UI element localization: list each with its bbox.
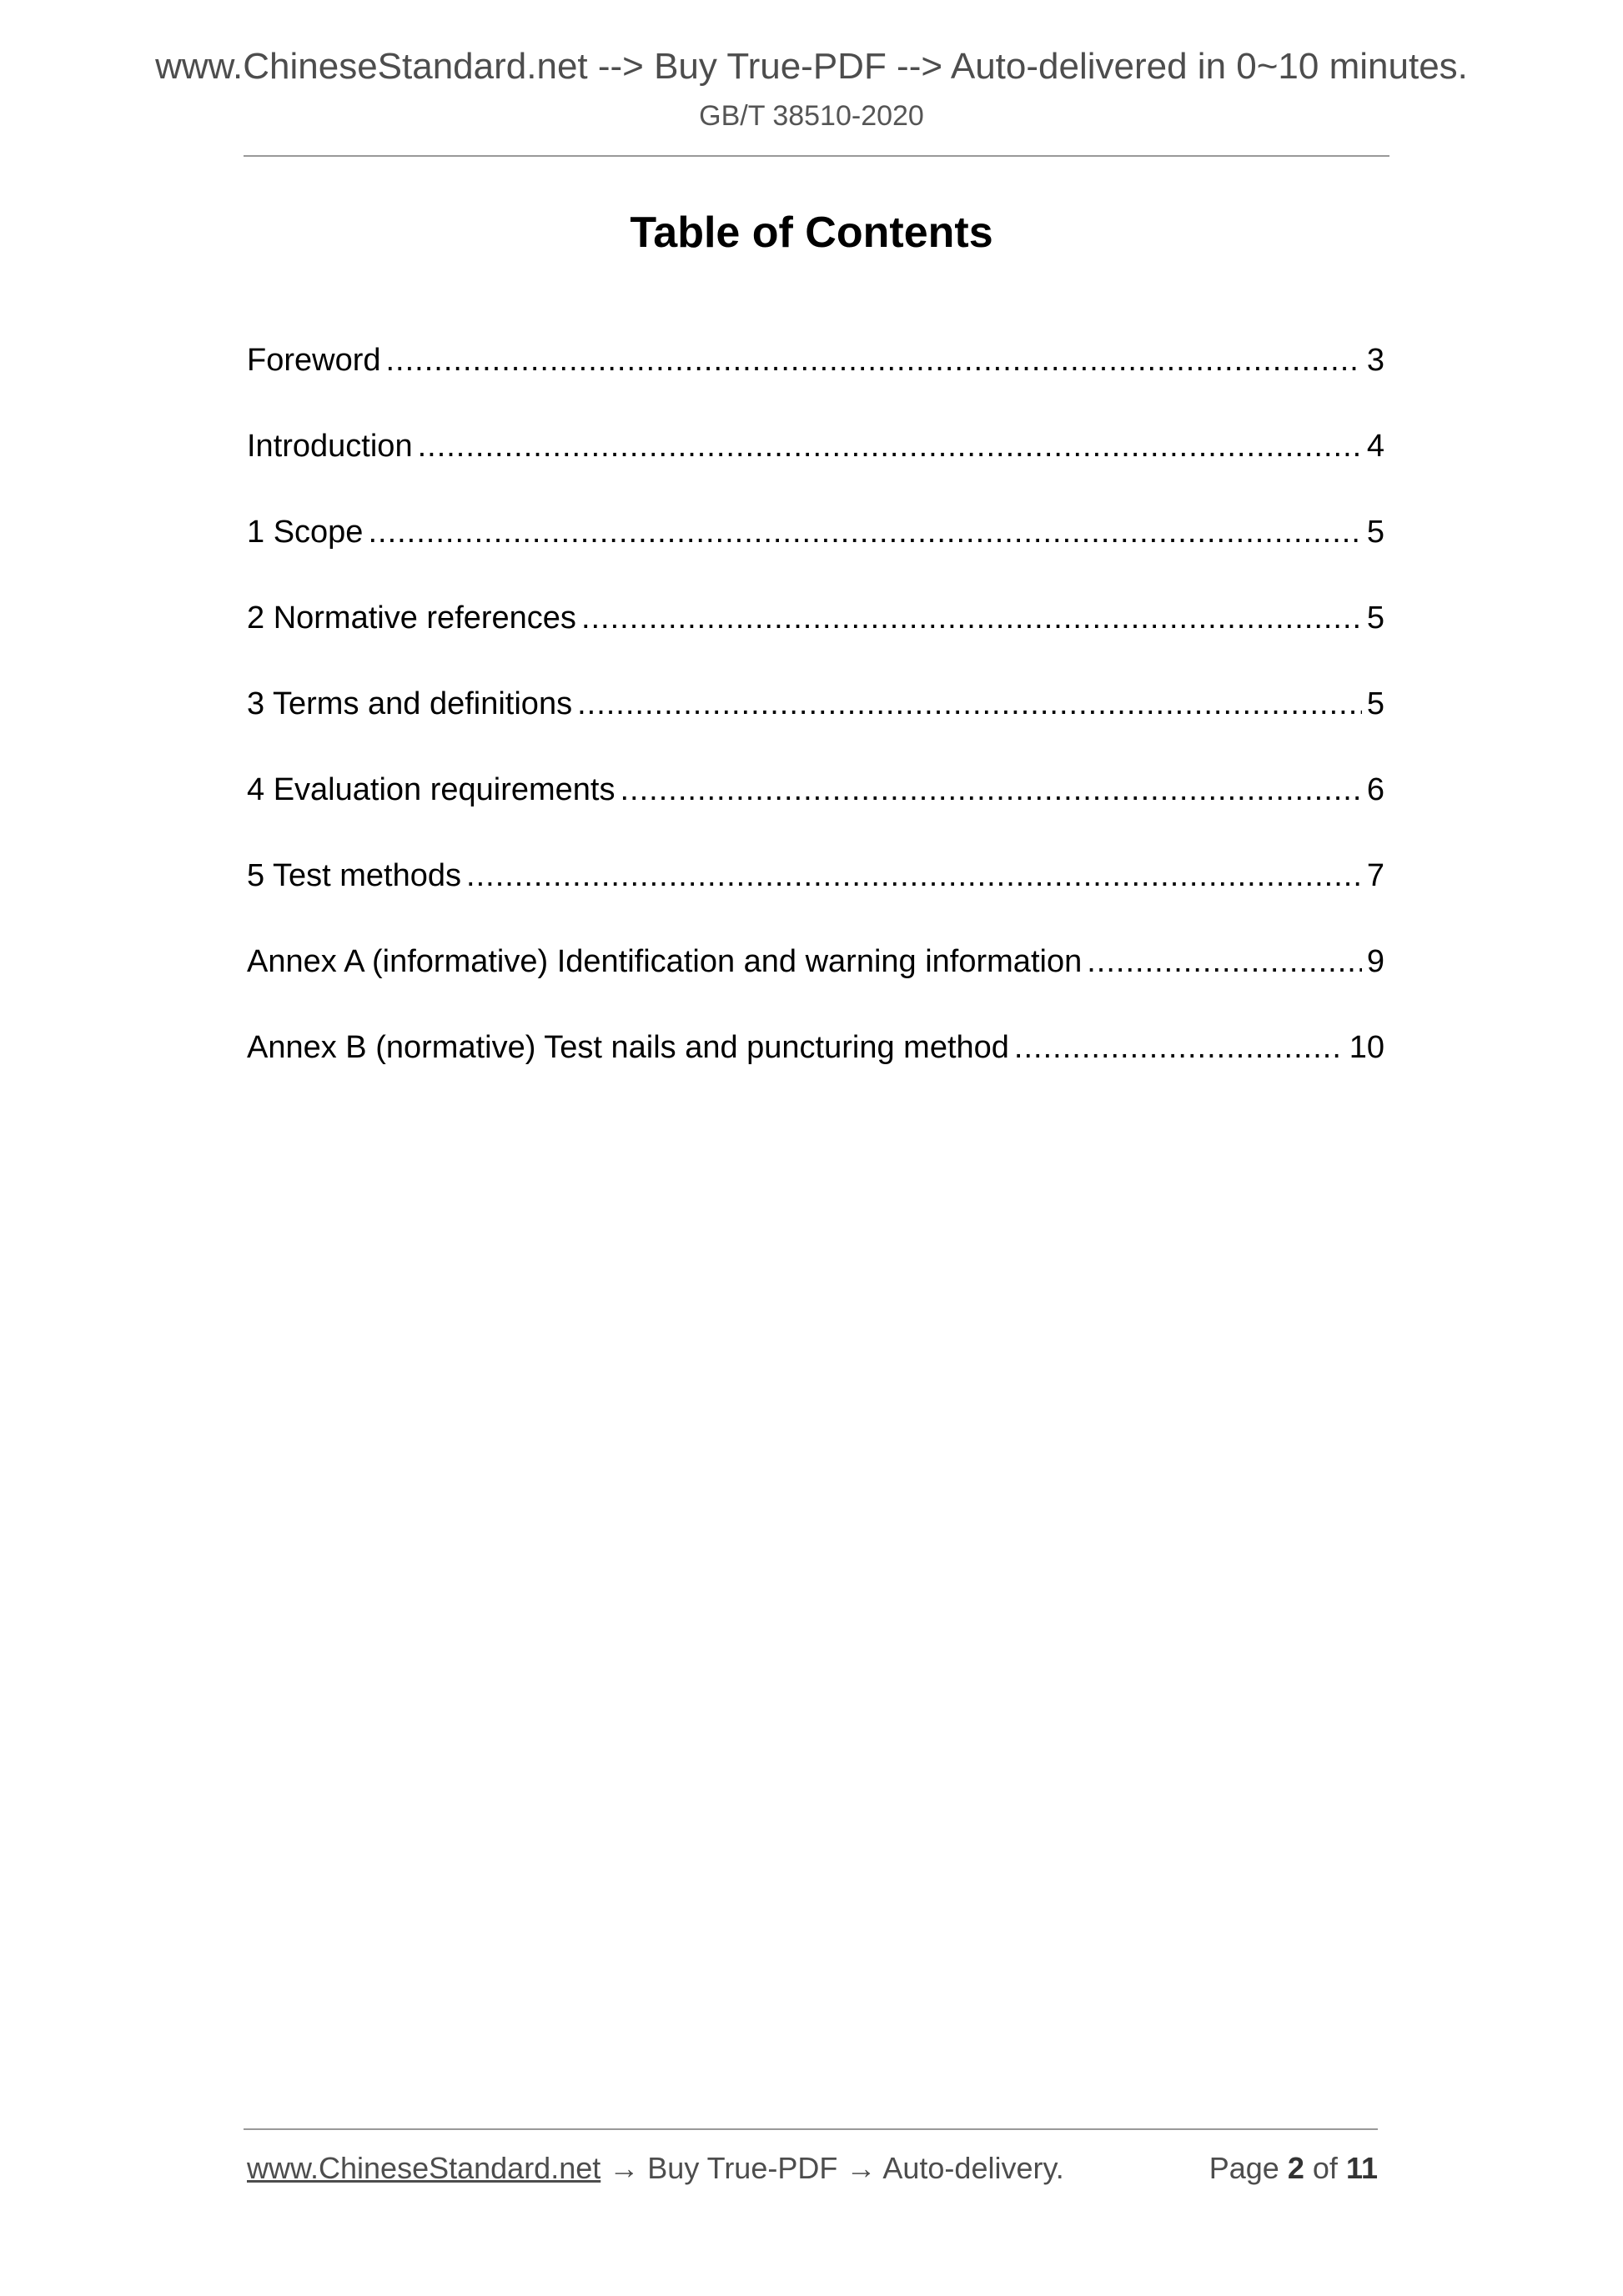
toc-page-number: 7 — [1366, 858, 1384, 893]
toc-dot-leader — [620, 765, 1361, 815]
total-page-count: 11 — [1345, 2151, 1378, 2185]
toc-entry-scope[interactable] — [247, 507, 1384, 593]
toc-entry-normative-references[interactable] — [247, 593, 1384, 679]
header-banner: www.ChineseStandard.net --> Buy True-PDF --> Auto-delivered in 0~10 minutes. — [155, 46, 1468, 87]
toc-entry-introduction[interactable] — [247, 421, 1384, 507]
of-word: of — [1312, 2151, 1338, 2185]
toc-entry-label: 5 Test methods — [247, 858, 462, 893]
toc-page-number: 6 — [1366, 772, 1384, 807]
toc-page-number: 10 — [1349, 1030, 1384, 1065]
toc-entry-terms-and-definitions[interactable] — [247, 679, 1384, 765]
toc-entry-label: Annex B (normative) Test nails and puncturing method — [247, 1030, 1009, 1065]
toc-entry-foreword[interactable] — [247, 335, 1384, 421]
toc-entry-label: Foreword — [247, 343, 381, 378]
footer-site-link[interactable]: www.ChineseStandard.net — [247, 2151, 601, 2185]
table-of-contents — [247, 335, 1384, 1108]
toc-entry-annex-b[interactable] — [247, 1022, 1384, 1108]
toc-entry-label: 2 Normative references — [247, 600, 576, 636]
page-word: Page — [1208, 2151, 1279, 2185]
toc-entry-annex-a[interactable] — [247, 937, 1384, 1022]
footer-divider — [244, 2128, 1378, 2130]
toc-dot-leader — [1087, 937, 1362, 987]
current-page-number: 2 — [1287, 2151, 1304, 2185]
toc-entry-test-methods[interactable] — [247, 851, 1384, 937]
page-indicator — [1209, 2143, 1378, 2193]
header-divider — [244, 155, 1389, 157]
arrow-right-icon: → — [609, 2151, 640, 2185]
toc-page-number: 5 — [1366, 686, 1384, 721]
toc-page-number: 5 — [1366, 600, 1384, 636]
toc-page-number: 9 — [1366, 944, 1384, 979]
page-title: Table of Contents — [630, 208, 993, 257]
toc-entry-label: 3 Terms and definitions — [247, 686, 573, 721]
arrow-right-icon: → — [846, 2151, 877, 2185]
toc-entry-label: Annex A (informative) Identification and warning information — [247, 944, 1083, 979]
toc-dot-leader — [368, 507, 1361, 557]
toc-entry-label: Introduction — [247, 429, 413, 464]
toc-entry-label: 1 Scope — [247, 515, 364, 550]
page-footer — [247, 2143, 1378, 2193]
toc-dot-leader — [577, 679, 1362, 729]
toc-page-number: 3 — [1366, 343, 1384, 378]
document-number: GB/T 38510-2020 — [699, 100, 924, 132]
toc-dot-leader — [1014, 1022, 1344, 1073]
toc-entry-label: 4 Evaluation requirements — [247, 772, 616, 807]
toc-dot-leader — [418, 421, 1362, 471]
toc-page-number: 5 — [1366, 515, 1384, 550]
footer-delivery-text: Auto-delivery. — [882, 2151, 1064, 2185]
toc-dot-leader — [466, 851, 1362, 901]
toc-page-number: 4 — [1366, 429, 1384, 464]
footer-buy-text: Buy True-PDF — [647, 2151, 838, 2185]
footer-promo — [247, 2143, 1064, 2193]
toc-entry-evaluation-requirements[interactable] — [247, 765, 1384, 851]
toc-dot-leader — [386, 335, 1362, 385]
toc-dot-leader — [581, 593, 1362, 643]
